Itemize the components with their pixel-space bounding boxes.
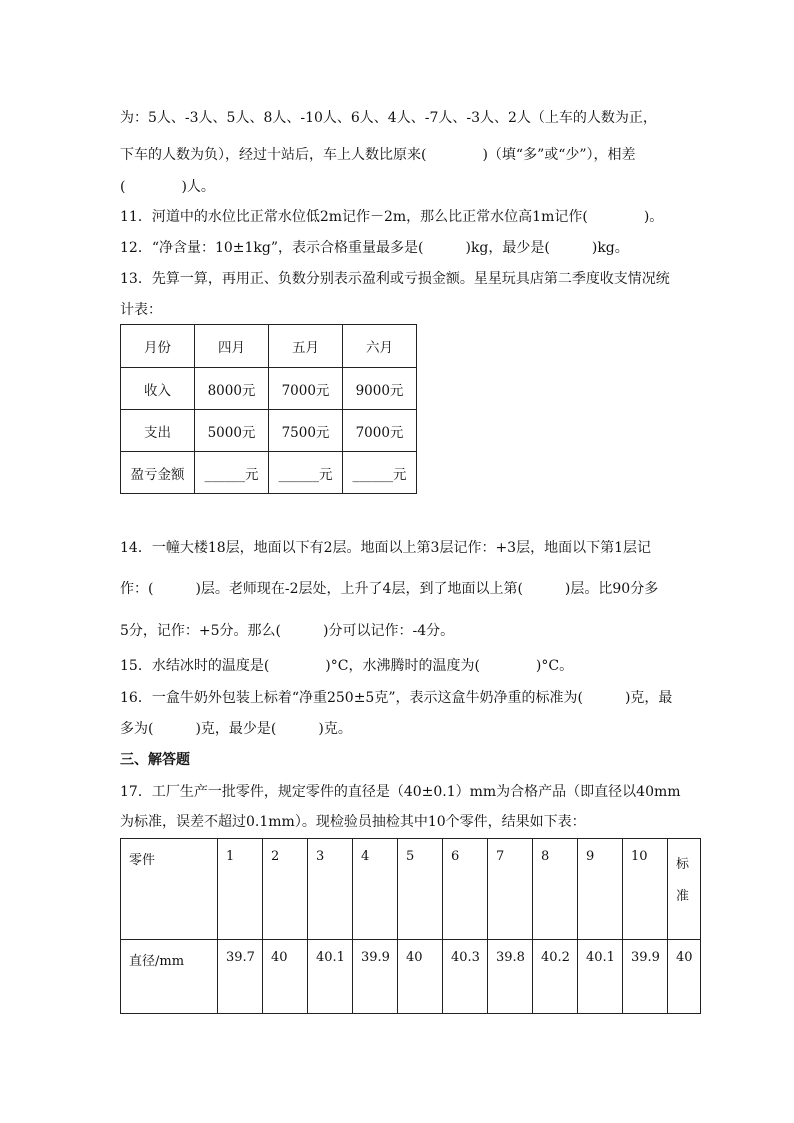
parts-table-cell: 40 [668,940,701,1014]
table-row [121,940,701,1014]
parts-table-cell: 40.3 [443,940,488,1014]
problem-12-text: 12．“净含量：10±1kg”，表示合格重量最多是( )kg，最少是( )kg。 [120,240,629,256]
parts-table-cell: 39.7 [218,940,263,1014]
parts-table-header-cell: 零件 [121,839,218,940]
parts-table-header-cell: 标准 [668,839,701,940]
problem-14-text-line-1: 14．一幢大楼18层，地面以下有2层。地面以上第3层记作：+3层，地面以下第1层记 [120,540,651,556]
parts-table-header-cell: 1 [218,839,263,940]
parts-diameter-table [120,838,701,1014]
parts-table-header-cell: 9 [578,839,623,940]
problem-10-text-line-2: 下车的人数为负），经过十站后，车上人数比原来( )（填“多”或“少”），相差 [120,147,636,163]
parts-table-cell: 40.1 [578,940,623,1014]
profit-table-header-cell: 六月 [343,325,417,368]
profit-table-cell: 收入 [121,368,195,410]
profit-table-header-cell: 四月 [195,325,269,368]
section-heading: 三、解答题 [120,752,190,768]
parts-table-cell: 40.1 [308,940,353,1014]
problem-16-text-line-2: 多为( )克，最少是( )克。 [120,721,352,737]
profit-table-cell: 7500元 [269,410,343,452]
problem-13-text-line-2: 计表： [120,302,162,318]
table-row [121,368,417,410]
parts-table-cell: 40 [398,940,443,1014]
parts-table-cell: 40 [263,940,308,1014]
profit-table-cell: 7000元 [269,368,343,410]
problem-15-text: 15．水结冰时的温度是( )°C，水沸腾时的温度为( )°C。 [120,658,574,674]
problem-11-text: 11．河道中的水位比正常水位低2m记作－2m，那么比正常水位高1m记作( )。 [120,209,664,225]
profit-table-cell: 7000元 [343,410,417,452]
profit-table-cell: ______元 [343,452,417,494]
parts-table-cell: 39.9 [623,940,668,1014]
profit-table-cell: 盈亏金额 [121,452,195,494]
problem-14-text-line-3: 5分，记作：+5分。那么( )分可以记作：-4分。 [120,623,455,639]
profit-table-cell: 9000元 [343,368,417,410]
problem-17-text-line-2: 为标准，误差不超过0.1mm）。现检验员抽检其中10个零件，结果如下表： [120,814,586,830]
profit-table-header-cell: 月份 [121,325,195,368]
parts-table-header-cell: 10 [623,839,668,940]
profit-table [120,324,417,494]
parts-table-header-cell: 5 [398,839,443,940]
table-row [121,410,417,452]
profit-table-cell: 5000元 [195,410,269,452]
problem-10-text-line-3: ( )人。 [120,179,215,195]
profit-table-cell: 支出 [121,410,195,452]
profit-table-cell: 8000元 [195,368,269,410]
parts-table-cell: 直径/mm [121,940,218,1014]
parts-table-header-cell: 7 [488,839,533,940]
problem-17-text-line-1: 17．工厂生产一批零件，规定零件的直径是（40±0.1）mm为合格产品（即直径以40mm [120,784,681,800]
parts-table-header-cell: 2 [263,839,308,940]
parts-table-cell: 39.8 [488,940,533,1014]
problem-16-text-line-1: 16．一盒牛奶外包装上标着“净重250±5克”，表示这盒牛奶净重的标准为( )克，最 [120,690,673,706]
parts-table-header-cell: 3 [308,839,353,940]
parts-table-header-cell: 6 [443,839,488,940]
profit-table-cell: ______元 [269,452,343,494]
parts-table-header-cell: 4 [353,839,398,940]
problem-13-text-line-1: 13．先算一算，再用正、负数分别表示盈利或亏损金额。星星玩具店第二季度收支情况统 [120,271,670,287]
parts-table-cell: 39.9 [353,940,398,1014]
table-row [121,452,417,494]
parts-table-cell: 40.2 [533,940,578,1014]
parts-table-header-cell: 8 [533,839,578,940]
profit-table-header-cell: 五月 [269,325,343,368]
problem-14-text-line-2: 作：( )层。老师现在-2层处，上升了4层，到了地面以上第( )层。比90分多 [120,581,659,597]
problem-10-text-line-1: 为：5人、-3人、5人、8人、-10人、6人、4人、-7人、-3人、2人（上车的人数为正， [120,110,657,126]
profit-table-cell: ______元 [195,452,269,494]
